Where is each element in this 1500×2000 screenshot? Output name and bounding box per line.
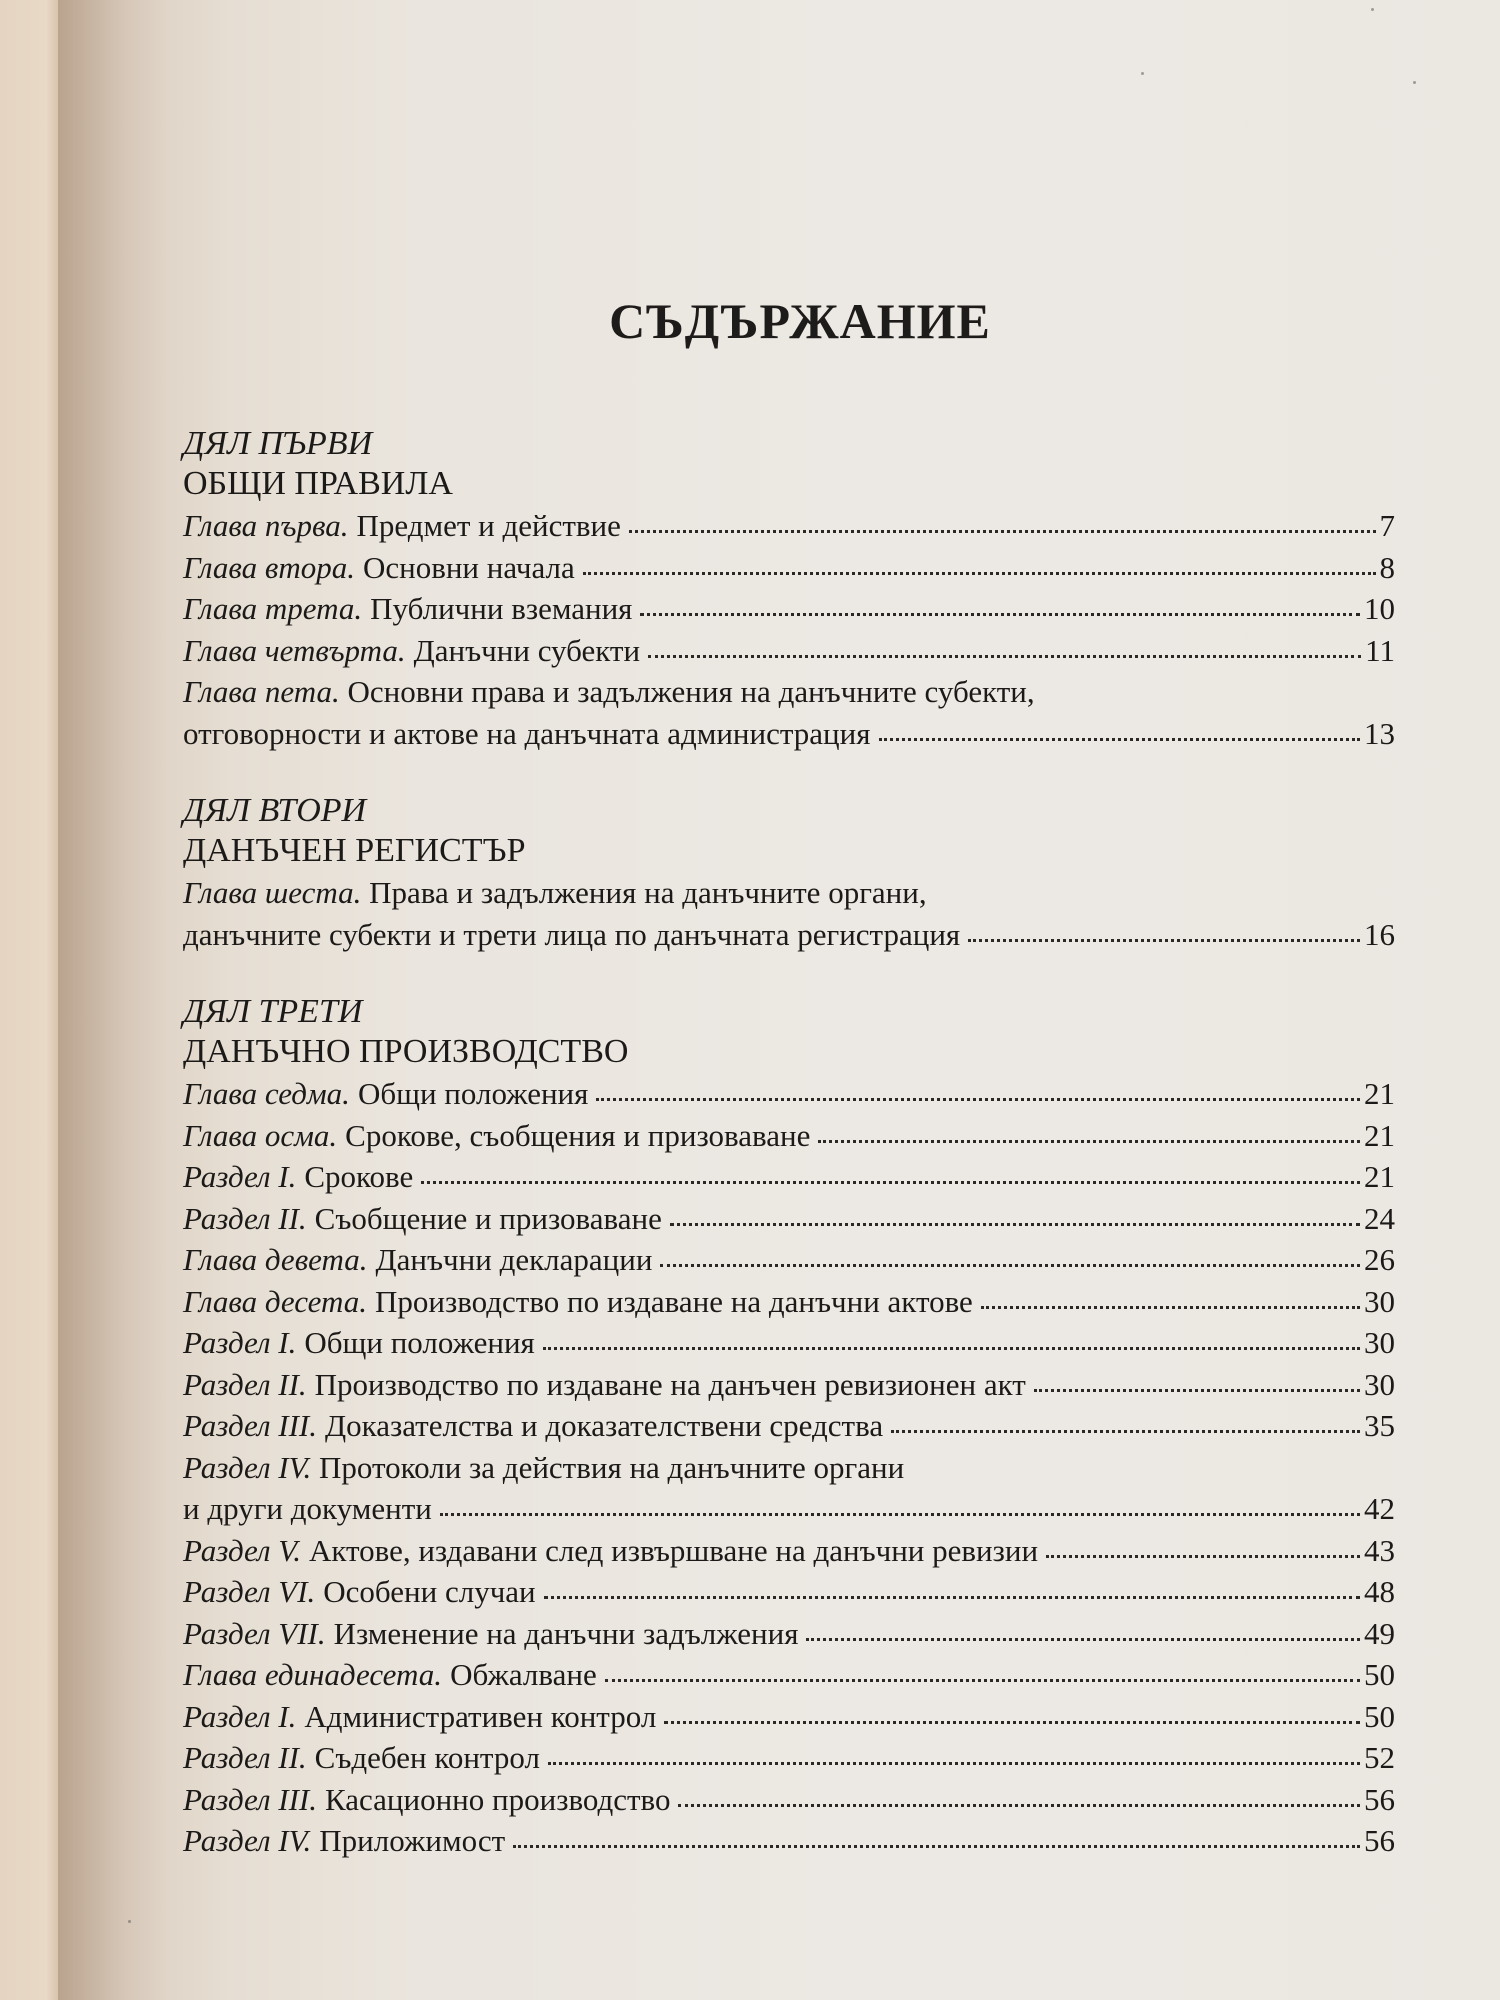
entry-title: Касационно производство (324, 1781, 671, 1817)
toc-entry[interactable] (183, 547, 1395, 589)
division-label: ДЯЛ ТРЕТИ (183, 993, 363, 1030)
entry-lead: Раздел IV. (183, 1823, 312, 1858)
dot-leader (1046, 1555, 1360, 1558)
dot-leader (513, 1845, 1360, 1848)
entry-lead: Раздел I. (183, 1325, 297, 1360)
entry-lead: Раздел I. (183, 1159, 297, 1194)
entry-lead: Раздел III. (183, 1781, 317, 1817)
page-number: 43 (1364, 1532, 1395, 1568)
dot-leader (981, 1306, 1360, 1309)
page-number: 48 (1364, 1574, 1395, 1609)
toc-entry[interactable] (183, 1447, 1395, 1530)
page-number: 52 (1364, 1740, 1395, 1775)
page-number: 11 (1365, 632, 1395, 668)
dot-leader (806, 1638, 1360, 1641)
toc-entry[interactable] (183, 1737, 1395, 1779)
division-title: ДАНЪЧНО ПРОИЗВОДСТВО (183, 1033, 629, 1070)
dot-leader (583, 572, 1376, 575)
entry-title: Общи положения (357, 1076, 589, 1111)
entry-title-continuation: данъчните субекти и трети лица по данъчната регистрация (183, 916, 961, 952)
entry-lead: Раздел VII. (183, 1615, 326, 1651)
toc-entry[interactable] (183, 630, 1395, 672)
entry-lead: Раздел V. (183, 1532, 301, 1568)
entry-title: Предмет и действие (356, 508, 621, 543)
paper-speck (1371, 8, 1374, 11)
entry-title-continuation: и други документи (183, 1491, 432, 1526)
dot-leader (968, 939, 1360, 942)
page-number: 24 (1364, 1200, 1395, 1236)
dot-leader (678, 1804, 1360, 1807)
dot-leader (670, 1223, 1360, 1226)
entry-lead: Глава шеста. (183, 875, 362, 910)
toc-entry[interactable] (183, 1322, 1395, 1364)
page-number: 26 (1364, 1242, 1395, 1277)
page-number: 56 (1364, 1823, 1395, 1858)
dot-leader (629, 530, 1376, 533)
entry-title: Съдебен контрол (314, 1740, 540, 1775)
toc-entry[interactable] (183, 1198, 1395, 1240)
table-of-contents (183, 425, 1395, 1900)
dot-leader (1034, 1389, 1360, 1392)
toc-entry[interactable] (183, 505, 1395, 547)
entry-lead: Глава четвърта. (183, 632, 406, 668)
entry-title: Данъчни субекти (413, 632, 641, 668)
entry-lead: Раздел II. (183, 1200, 307, 1236)
entry-lead: Раздел IV. (183, 1449, 312, 1485)
page-number: 49 (1364, 1615, 1395, 1651)
page-number: 42 (1364, 1491, 1395, 1526)
toc-entry[interactable] (183, 1820, 1395, 1862)
page-number: 8 (1379, 549, 1395, 585)
division-title: ОБЩИ ПРАВИЛА (183, 465, 453, 502)
toc-section (183, 792, 1395, 955)
dot-leader (440, 1513, 1360, 1516)
toc-entry[interactable] (183, 1405, 1395, 1447)
division-title: ДАНЪЧЕН РЕГИСТЪР (183, 832, 526, 869)
entry-lead: Глава десета. (183, 1283, 368, 1319)
entry-title: Данъчни декларации (375, 1242, 653, 1277)
entry-title: Приложимост (319, 1823, 506, 1858)
dot-leader (664, 1721, 1360, 1724)
entry-lead: Глава седма. (183, 1076, 350, 1111)
page-number: 50 (1364, 1657, 1395, 1692)
toc-entry[interactable] (183, 1613, 1395, 1655)
page-title: СЪДЪРЖАНИЕ (609, 292, 991, 349)
toc-entry[interactable] (183, 1281, 1395, 1323)
entry-lead: Раздел III. (183, 1408, 317, 1443)
dot-leader (544, 1596, 1360, 1599)
page-number: 21 (1364, 1159, 1395, 1194)
entry-title: Актове, издавани след извършване на данъчни ревизии (308, 1532, 1039, 1568)
entry-lead: Раздел II. (183, 1366, 307, 1402)
toc-entry[interactable] (183, 1654, 1395, 1696)
entry-title: Протоколи за действия на данъчните органи (319, 1449, 905, 1485)
entry-lead: Глава пета. (183, 674, 340, 709)
entry-title: Права и задължения на данъчните органи, (369, 875, 927, 910)
dot-leader (660, 1264, 1360, 1267)
entry-title: Административен контрол (304, 1698, 657, 1734)
entry-title: Публични вземания (370, 591, 633, 626)
entry-title: Срокове (304, 1159, 414, 1194)
entry-title: Производство по издаване на данъчни актове (375, 1283, 973, 1319)
page-number: 21 (1364, 1117, 1395, 1153)
dot-leader (818, 1140, 1360, 1143)
toc-entry[interactable] (183, 1530, 1395, 1572)
dot-leader (605, 1679, 1360, 1682)
toc-entry[interactable] (183, 1239, 1395, 1281)
page-number: 56 (1364, 1781, 1395, 1817)
entry-title: Особени случаи (323, 1574, 536, 1609)
dot-leader (640, 613, 1360, 616)
entry-lead: Глава втора. (183, 549, 355, 585)
entry-lead: Раздел VI. (183, 1574, 316, 1609)
dot-leader (421, 1181, 1360, 1184)
toc-entry[interactable] (183, 1364, 1395, 1406)
entry-title: Производство по издаване на данъчен ревизионен акт (314, 1366, 1026, 1402)
entry-title: Срокове, съобщения и призоваване (345, 1117, 811, 1153)
toc-entry[interactable] (183, 1696, 1395, 1738)
entry-lead: Раздел I. (183, 1698, 297, 1734)
toc-entry[interactable] (183, 872, 1395, 955)
page-number: 7 (1379, 508, 1395, 543)
toc-entry[interactable] (183, 1571, 1395, 1613)
division-label: ДЯЛ ВТОРИ (183, 792, 367, 829)
entry-title: Обжалване (450, 1657, 597, 1692)
toc-entry[interactable] (183, 588, 1395, 630)
page-number: 21 (1364, 1076, 1395, 1111)
page-number: 13 (1364, 715, 1395, 751)
dot-leader (648, 655, 1361, 658)
dot-leader (596, 1098, 1360, 1101)
page-number: 35 (1364, 1408, 1395, 1443)
entry-title: Изменение на данъчни задължения (333, 1615, 799, 1651)
entry-lead: Раздел II. (183, 1740, 307, 1775)
entry-title-continuation: отговорности и актове на данъчната администрация (183, 715, 871, 751)
page-number: 16 (1364, 916, 1395, 952)
entry-lead: Глава първа. (183, 508, 349, 543)
toc-entry[interactable] (183, 1073, 1395, 1115)
division-label: ДЯЛ ПЪРВИ (183, 425, 373, 462)
paper-speck (1413, 81, 1416, 84)
toc-entry[interactable] (183, 671, 1395, 754)
entry-lead: Глава девета. (183, 1242, 368, 1277)
toc-entry[interactable] (183, 1156, 1395, 1198)
toc-entry[interactable] (183, 1779, 1395, 1821)
paper-speck (1141, 72, 1144, 75)
page-number: 10 (1364, 591, 1395, 626)
page-number: 30 (1364, 1283, 1395, 1319)
entry-title: Основни права и задължения на данъчните субекти, (347, 674, 1035, 709)
entry-title: Доказателства и доказателствени средства (324, 1408, 884, 1443)
entry-title: Основни начала (362, 549, 575, 585)
dot-leader (879, 738, 1361, 741)
page-number: 50 (1364, 1698, 1395, 1734)
entry-title: Съобщение и призоваване (314, 1200, 662, 1236)
toc-section (183, 425, 1395, 754)
dot-leader (543, 1347, 1360, 1350)
toc-section (183, 993, 1395, 1862)
dot-leader (891, 1430, 1360, 1433)
entry-lead: Глава единадесета. (183, 1657, 443, 1692)
dot-leader (548, 1762, 1360, 1765)
page-number: 30 (1364, 1325, 1395, 1360)
entry-lead: Глава трета. (183, 591, 363, 626)
toc-entry[interactable] (183, 1115, 1395, 1157)
paper-speck (128, 1920, 131, 1923)
entry-title: Общи положения (304, 1325, 535, 1360)
entry-lead: Глава осма. (183, 1117, 338, 1153)
page-number: 30 (1364, 1366, 1395, 1402)
